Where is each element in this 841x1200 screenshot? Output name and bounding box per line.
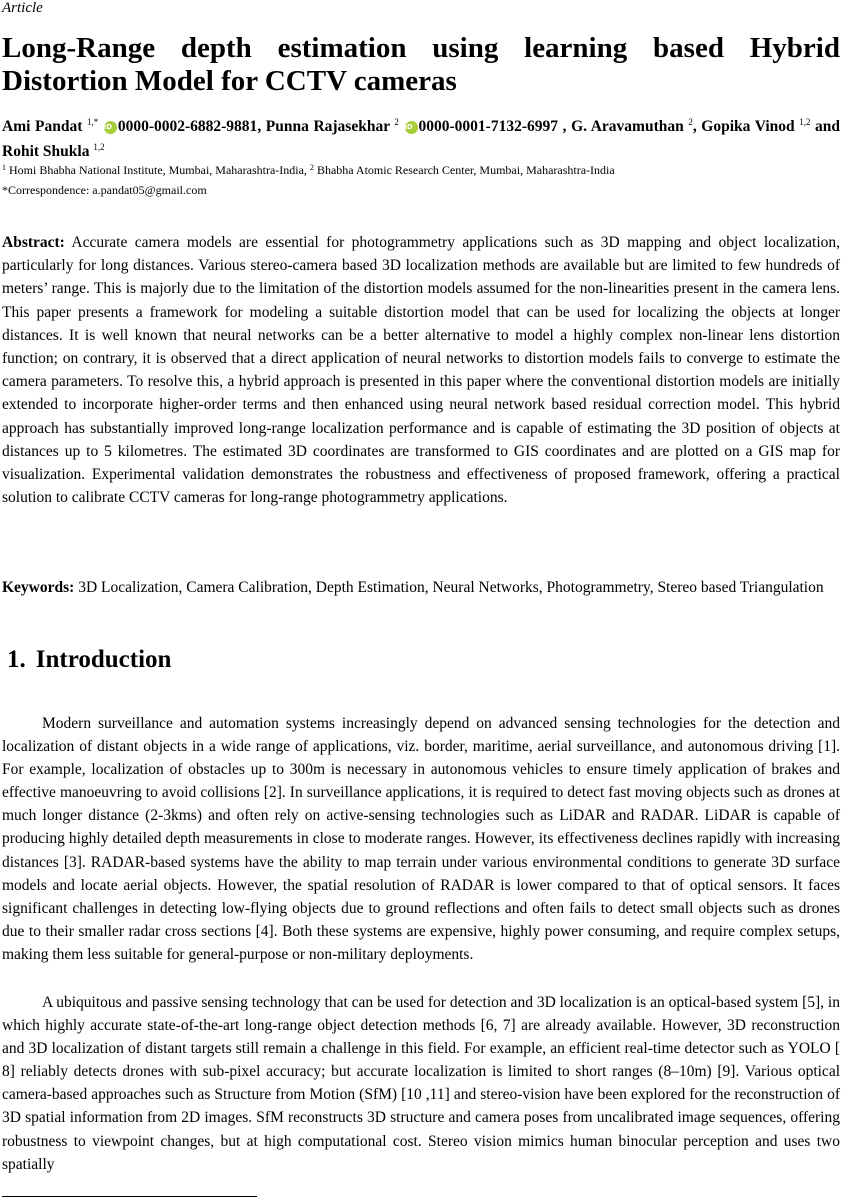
author-name: Gopika Vinod: [701, 118, 795, 135]
footnote-divider: [2, 1196, 257, 1197]
affiliation-mark: 2: [309, 163, 314, 172]
section-heading: [7, 645, 171, 675]
keywords-label: Keywords:: [2, 579, 75, 596]
keywords: [2, 577, 840, 599]
author-name: Ami Pandat: [2, 118, 83, 135]
orcid-icon[interactable]: iD: [405, 121, 418, 134]
author-orcid[interactable]: 0000-0001-7132-6997: [418, 118, 558, 135]
article-type-label: Article: [2, 0, 43, 16]
correspondence: *Correspondence: a.pandat05@gmail.com: [2, 183, 207, 197]
author-affiliation-mark: 2: [688, 117, 693, 127]
section-title: Introduction: [35, 646, 172, 673]
section-number: 1.: [7, 646, 26, 673]
author-affiliation-mark: 1,2: [799, 117, 811, 127]
paper-title: Long-Range depth estimation using learning based Hybrid Distortion Model for CCTV cameras: [2, 32, 840, 97]
author-name: G. Aravamuthan: [571, 118, 684, 135]
affiliation-text: Homi Bhabha National Institute, Mumbai, Maharashtra-India,: [9, 163, 307, 177]
abstract-text: Accurate camera models are essential for photogrammetry applications such as 3D mapping and object localization, particularly for long distances. Various stereo-camera based 3D localization methods are available but are limited to few hundreds of meters’ range. This is majorly due to the limitation of the distortion models assumed for the non-linearities present in the camera lens. This paper presents a framework for modeling a suitable distortion model that can be used for localizing the objects at longer distances. It is well known that neural networks can be a better alternative to model a highly complex non-linear lens distortion function; on contrary, it is observed that a direct application of neural networks to distortion models fails to converge to estimate the camera parameters. To resolve this, a hybrid approach is presented in this paper where the conventional distortion models are initially extended to incorporate higher-order terms and then enhanced using neural network based residual correction model. This hybrid approach has substantially improved long-range localization performance and is capable of estimating the 3D position of objects at distances up to 5 kilometres. The estimated 3D coordinates are transformed to GIS coordinates and are plotted on a GIS map for visualization. Experimental validation demonstrates the robustness and effectiveness of proposed framework, offering a practical solution to calibrate CCTV cameras for long-range photogrammetry applications.: [2, 234, 840, 507]
keywords-text: 3D Localization, Camera Calibration, Depth Estimation, Neural Networks, Photogrammetry, Stereo based Triangulation: [78, 579, 824, 596]
orcid-icon[interactable]: iD: [104, 121, 117, 134]
body-paragraph: Modern surveillance and automation systems increasingly depend on advanced sensing technologies for the detection and localization of distant objects in a wide range of applications, viz. border, maritime, aerial surveillance, and autonomous driving [1]. For example, localization of obstacles up to 300m is necessary in autonomous vehicles to ensure timely application of brakes and effective manoeuvring to avoid collisions [2]. In surveillance applications, it is required to detect fast moving objects such as drones at much longer distance (2-3kms) and often rely on active-sensing technologies such as LiDAR and RADAR. LiDAR is capable of producing highly detailed depth measurements in close to moderate ranges. However, its effectiveness declines rapidly with increasing distances [3]. RADAR-based systems have the ability to map terrain under various environmental conditions to generate 3D surface models and locate aerial objects. However, the spatial resolution of RADAR is lower compared to that of optical sensors. It faces significant challenges in detecting low-flying objects due to ground reflections and often fails to detect small objects such as drones due to their smaller radar cross sections [4]. Both these systems are expensive, highly power consuming, and require complex setups, making them less suitable for general-purpose or non-military deployments.: [2, 715, 840, 963]
body-paragraph: A ubiquitous and passive sensing technology that can be used for detection and 3D localization is an optical-based system [5], in which highly accurate state-of-the-art long-range object detection methods [6, 7] are already available. However, 3D reconstruction and 3D localization of distant targets still remain a challenge in this field. For example, an efficient real-time detector such as YOLO [ 8] reliably detects drones with sub-pixel accuracy; but accurate localization is limited to short ranges (8–10m) [9]. Various optical camera-based approaches such as Structure from Motion (SfM) [10 ,11] and stereo-vision have been explored for the reconstruction of 3D spatial information from 2D images. SfM reconstructs 3D structure and camera poses from uncalibrated image sequences, offering robustness to viewpoint changes, but at high computational cost. Stereo vision mimics human binocular perception and uses two spatially: [2, 994, 840, 1173]
affiliation-mark: 1: [2, 163, 6, 172]
author-affiliation-mark: 1,2: [93, 142, 105, 152]
author-name: Rohit Shukla: [2, 143, 90, 160]
author-affiliation-mark: 1,*: [86, 117, 99, 127]
abstract: [2, 231, 840, 509]
author-affiliation-mark: 2: [394, 117, 399, 127]
abstract-label: Abstract:: [2, 234, 65, 251]
affiliations: [2, 161, 840, 177]
author-name: Punna Rajasekhar: [265, 118, 390, 135]
author-list: Ami Pandat $^{1,*}$ iD 0000-0002-6882-9881, Punna Rajasekhar $^2$ iD 0000-0001-7132-6997 , G. Aravamuthan $^2$, Gopika Vinod $^{1,2}$ and Rohit Shukla $^{1,2}$: [2, 117, 841, 160]
author-orcid[interactable]: 0000-0002-6882-9881: [117, 118, 258, 135]
affiliation-text: Bhabha Atomic Research Center, Mumbai, Maharashtra-India: [316, 163, 615, 177]
